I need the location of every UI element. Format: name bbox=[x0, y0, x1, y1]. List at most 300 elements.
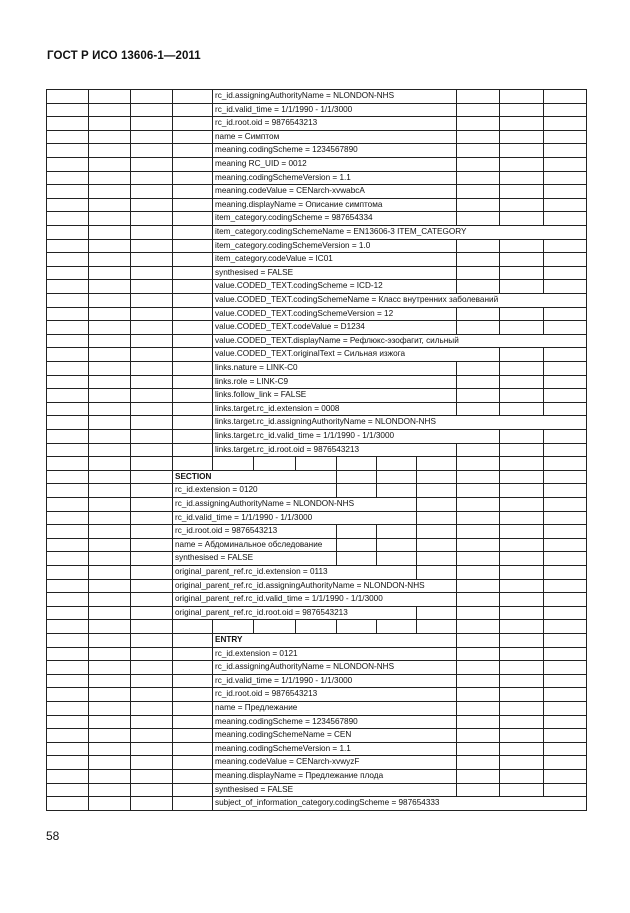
table-cell-empty bbox=[46, 511, 88, 525]
table-cell-empty bbox=[543, 511, 587, 525]
table-cell-text: meaning.codingSchemeVersion = 1.1 bbox=[212, 171, 456, 185]
table-row bbox=[46, 130, 587, 144]
table-cell-empty bbox=[88, 388, 130, 402]
table-cell-empty bbox=[456, 551, 499, 565]
table-cell-empty bbox=[543, 456, 587, 470]
table-cell-empty bbox=[46, 783, 88, 797]
table-cell-empty bbox=[543, 361, 587, 375]
table-row bbox=[46, 783, 587, 797]
table-cell-empty bbox=[46, 619, 88, 633]
table-cell-text: links.nature = LINK-C0 bbox=[212, 361, 456, 375]
table-cell-empty bbox=[499, 171, 543, 185]
table-cell-empty bbox=[172, 701, 212, 715]
table-cell-empty bbox=[46, 551, 88, 565]
table-cell-text: value.CODED_TEXT.codeValue = D1234 bbox=[212, 320, 456, 334]
table-cell-empty bbox=[130, 511, 172, 525]
table-cell-empty bbox=[456, 103, 499, 117]
table-cell-empty bbox=[543, 769, 587, 783]
table-cell-empty bbox=[212, 456, 253, 470]
table-cell-empty bbox=[456, 211, 499, 225]
table-cell-empty bbox=[499, 456, 543, 470]
table-cell-empty bbox=[46, 415, 88, 429]
table-cell-empty bbox=[499, 429, 543, 443]
table-cell-text: original_parent_ref.rc_id.root.oid = 9876543213 bbox=[172, 606, 416, 620]
table-cell-text: name = Абдоминальное обследование bbox=[172, 538, 336, 552]
table-cell-empty bbox=[130, 157, 172, 171]
table-cell-empty bbox=[456, 443, 499, 457]
table-cell-empty bbox=[456, 579, 499, 593]
table-cell-empty bbox=[130, 239, 172, 253]
table-cell-empty bbox=[130, 184, 172, 198]
table-cell-empty bbox=[46, 143, 88, 157]
table-cell-empty bbox=[130, 755, 172, 769]
table-cell-empty bbox=[88, 279, 130, 293]
table-cell-empty bbox=[456, 89, 499, 103]
table-cell-empty bbox=[456, 266, 499, 280]
table-cell-empty bbox=[88, 715, 130, 729]
table-row bbox=[46, 443, 587, 457]
table-row bbox=[46, 796, 587, 810]
table-cell-empty bbox=[499, 511, 543, 525]
table-cell-empty bbox=[46, 307, 88, 321]
table-cell-empty bbox=[543, 429, 587, 443]
table-cell-empty bbox=[46, 742, 88, 756]
table-cell-empty bbox=[172, 103, 212, 117]
table-row bbox=[46, 742, 587, 756]
table-cell-empty bbox=[172, 171, 212, 185]
table-cell-empty bbox=[543, 538, 587, 552]
table-row bbox=[46, 633, 587, 647]
table-cell-empty bbox=[130, 647, 172, 661]
table-cell-empty bbox=[543, 184, 587, 198]
table-cell-empty bbox=[499, 524, 543, 538]
table-cell-empty bbox=[499, 239, 543, 253]
table-cell-empty bbox=[88, 307, 130, 321]
table-cell-empty bbox=[46, 674, 88, 688]
table-cell-empty bbox=[456, 470, 499, 484]
table-cell-empty bbox=[130, 443, 172, 457]
table-cell-empty bbox=[456, 755, 499, 769]
table-cell-empty bbox=[456, 239, 499, 253]
table-cell-empty bbox=[130, 116, 172, 130]
table-cell-empty bbox=[336, 483, 376, 497]
table-cell-empty bbox=[130, 660, 172, 674]
table-cell-empty bbox=[499, 388, 543, 402]
table-cell-empty bbox=[88, 551, 130, 565]
table-bottom-border bbox=[46, 810, 587, 811]
table-row bbox=[46, 579, 587, 593]
table-cell-empty bbox=[499, 198, 543, 212]
table-cell-empty bbox=[172, 647, 212, 661]
table-cell-empty bbox=[172, 184, 212, 198]
table-cell-empty bbox=[456, 701, 499, 715]
table-cell-empty bbox=[172, 211, 212, 225]
document-header: ГОСТ Р ИСО 13606-1—2011 bbox=[47, 50, 201, 62]
table-cell-empty bbox=[456, 279, 499, 293]
table-row bbox=[46, 143, 587, 157]
table-row bbox=[46, 647, 587, 661]
table-cell-empty bbox=[46, 769, 88, 783]
table-cell-text: original_parent_ref.rc_id.assigningAuthorityName = NLONDON-NHS bbox=[172, 579, 456, 593]
table-row bbox=[46, 293, 587, 307]
table-cell-text: meaning.codingScheme = 1234567890 bbox=[212, 143, 456, 157]
table-cell-empty bbox=[543, 157, 587, 171]
table-row bbox=[46, 565, 587, 579]
table-cell-empty bbox=[543, 755, 587, 769]
table-cell-empty bbox=[130, 279, 172, 293]
table-row bbox=[46, 116, 587, 130]
table-cell-empty bbox=[456, 116, 499, 130]
table-cell-empty bbox=[416, 524, 456, 538]
table-cell-empty bbox=[172, 320, 212, 334]
table-cell-text: links.follow_link = FALSE bbox=[212, 388, 456, 402]
table-row bbox=[46, 184, 587, 198]
table-cell-empty bbox=[456, 565, 499, 579]
table-cell-empty bbox=[499, 307, 543, 321]
table-cell-empty bbox=[499, 715, 543, 729]
table-row bbox=[46, 388, 587, 402]
table-cell-empty bbox=[456, 497, 499, 511]
section-heading: ENTRY bbox=[212, 633, 456, 647]
table-cell-empty bbox=[499, 375, 543, 389]
table-cell-empty bbox=[172, 402, 212, 416]
table-cell-empty bbox=[88, 143, 130, 157]
table-row bbox=[46, 307, 587, 321]
table-cell-empty bbox=[88, 633, 130, 647]
table-cell-empty bbox=[499, 742, 543, 756]
table-cell-empty bbox=[46, 279, 88, 293]
table-cell-empty bbox=[253, 619, 295, 633]
table-cell-empty bbox=[88, 483, 130, 497]
table-cell-empty bbox=[88, 361, 130, 375]
table-cell-empty bbox=[456, 375, 499, 389]
table-cell-text: value.CODED_TEXT.codingScheme = ICD-12 bbox=[212, 279, 456, 293]
table-cell-empty bbox=[130, 701, 172, 715]
table-row bbox=[46, 429, 587, 443]
table-cell-empty bbox=[456, 130, 499, 144]
table-cell-text: rc_id.extension = 0120 bbox=[172, 483, 336, 497]
table-row bbox=[46, 592, 587, 606]
table-cell-empty bbox=[130, 483, 172, 497]
table-cell-empty bbox=[376, 456, 416, 470]
table-cell-empty bbox=[46, 361, 88, 375]
table-cell-empty bbox=[88, 742, 130, 756]
table-row bbox=[46, 171, 587, 185]
table-cell-empty bbox=[416, 551, 456, 565]
table-cell-empty bbox=[88, 470, 130, 484]
table-cell-text: original_parent_ref.rc_id.valid_time = 1/1/1990 - 1/1/3000 bbox=[172, 592, 456, 606]
table-cell-empty bbox=[88, 783, 130, 797]
table-cell-empty bbox=[499, 116, 543, 130]
table-cell-empty bbox=[499, 483, 543, 497]
table-cell-empty bbox=[130, 619, 172, 633]
table-cell-empty bbox=[130, 769, 172, 783]
table-cell-empty bbox=[130, 415, 172, 429]
table-cell-empty bbox=[172, 130, 212, 144]
table-cell-empty bbox=[88, 239, 130, 253]
table-cell-empty bbox=[172, 388, 212, 402]
table-cell-text: rc_id.assigningAuthorityName = NLONDON-NHS bbox=[212, 660, 456, 674]
table-cell-empty bbox=[46, 116, 88, 130]
table-cell-empty bbox=[456, 606, 499, 620]
table-row bbox=[46, 252, 587, 266]
table-cell-text: value.CODED_TEXT.displayName = Рефлюкс-эзофагит, сильный bbox=[212, 334, 587, 348]
table-cell-empty bbox=[88, 184, 130, 198]
table-cell-empty bbox=[456, 742, 499, 756]
table-cell-empty bbox=[499, 361, 543, 375]
table-cell-empty bbox=[499, 647, 543, 661]
table-row bbox=[46, 715, 587, 729]
table-cell-empty bbox=[88, 252, 130, 266]
table-cell-empty bbox=[88, 497, 130, 511]
table-cell-empty bbox=[172, 715, 212, 729]
table-cell-empty bbox=[130, 742, 172, 756]
table-cell-empty bbox=[456, 307, 499, 321]
table-cell-empty bbox=[172, 143, 212, 157]
table-row bbox=[46, 375, 587, 389]
table-cell-text: rc_id.assigningAuthorityName = NLONDON-NHS bbox=[172, 497, 416, 511]
table-cell-empty bbox=[499, 660, 543, 674]
table-cell-empty bbox=[456, 361, 499, 375]
table-cell-empty bbox=[172, 687, 212, 701]
table-cell-empty bbox=[499, 565, 543, 579]
table-cell-empty bbox=[543, 660, 587, 674]
table-cell-empty bbox=[416, 606, 456, 620]
table-cell-empty bbox=[543, 402, 587, 416]
table-cell-empty bbox=[130, 375, 172, 389]
table-cell-text: name = Предлежание bbox=[212, 701, 456, 715]
table-row bbox=[46, 211, 587, 225]
table-cell-empty bbox=[499, 402, 543, 416]
table-cell-empty bbox=[46, 565, 88, 579]
table-cell-empty bbox=[172, 769, 212, 783]
table-cell-empty bbox=[499, 769, 543, 783]
table-cell-empty bbox=[499, 320, 543, 334]
table-cell-empty bbox=[130, 592, 172, 606]
table-row bbox=[46, 728, 587, 742]
table-cell-empty bbox=[46, 239, 88, 253]
table-row bbox=[46, 511, 587, 525]
table-cell-text: links.target.rc_id.extension = 0008 bbox=[212, 402, 456, 416]
table-cell-text: item_category.codingSchemeVersion = 1.0 bbox=[212, 239, 456, 253]
table-cell-empty bbox=[543, 742, 587, 756]
table-cell-empty bbox=[130, 783, 172, 797]
table-cell-empty bbox=[88, 660, 130, 674]
table-cell-empty bbox=[543, 347, 587, 361]
table-row bbox=[46, 483, 587, 497]
table-cell-empty bbox=[543, 266, 587, 280]
table-cell-text: rc_id.valid_time = 1/1/1990 - 1/1/3000 bbox=[212, 674, 456, 688]
table-cell-empty bbox=[46, 388, 88, 402]
table-cell-empty bbox=[46, 715, 88, 729]
table-cell-empty bbox=[172, 279, 212, 293]
table-cell-text: rc_id.extension = 0121 bbox=[212, 647, 456, 661]
table-cell-empty bbox=[456, 198, 499, 212]
table-cell-empty bbox=[172, 225, 212, 239]
table-cell-empty bbox=[416, 511, 456, 525]
table-cell-empty bbox=[456, 674, 499, 688]
table-cell-empty bbox=[88, 334, 130, 348]
table-cell-empty bbox=[46, 592, 88, 606]
table-cell-empty bbox=[456, 524, 499, 538]
table-cell-empty bbox=[130, 796, 172, 810]
table-cell-empty bbox=[456, 388, 499, 402]
table-cell-empty bbox=[88, 579, 130, 593]
table-cell-empty bbox=[46, 89, 88, 103]
table-cell-empty bbox=[499, 470, 543, 484]
table-cell-text: meaning.codeValue = CENarch-xvwabcA bbox=[212, 184, 456, 198]
table-cell-empty bbox=[543, 524, 587, 538]
table-cell-empty bbox=[88, 524, 130, 538]
table-cell-text: meaning.codingSchemeVersion = 1.1 bbox=[212, 742, 456, 756]
table-cell-text: item_category.codingScheme = 987654334 bbox=[212, 211, 456, 225]
table-row bbox=[46, 198, 587, 212]
table-cell-empty bbox=[46, 157, 88, 171]
table-cell-text: links.target.rc_id.valid_time = 1/1/1990 - 1/1/3000 bbox=[212, 429, 499, 443]
table-cell-empty bbox=[130, 551, 172, 565]
table-cell-empty bbox=[172, 742, 212, 756]
table-cell-text: links.target.rc_id.assigningAuthorityName = NLONDON-NHS bbox=[212, 415, 587, 429]
table-cell-empty bbox=[172, 796, 212, 810]
table-cell-empty bbox=[88, 701, 130, 715]
table-cell-empty bbox=[130, 388, 172, 402]
table-cell-empty bbox=[172, 116, 212, 130]
table-cell-empty bbox=[456, 456, 499, 470]
table-row bbox=[46, 415, 587, 429]
table-cell-empty bbox=[130, 429, 172, 443]
table-cell-empty bbox=[46, 796, 88, 810]
table-cell-empty bbox=[88, 796, 130, 810]
table-cell-empty bbox=[172, 728, 212, 742]
table-cell-empty bbox=[499, 443, 543, 457]
table-cell-empty bbox=[130, 402, 172, 416]
table-cell-empty bbox=[543, 783, 587, 797]
table-cell-empty bbox=[376, 551, 416, 565]
table-cell-empty bbox=[172, 157, 212, 171]
table-cell-empty bbox=[46, 755, 88, 769]
table-cell-empty bbox=[543, 483, 587, 497]
table-cell-empty bbox=[543, 375, 587, 389]
table-cell-empty bbox=[130, 266, 172, 280]
table-cell-empty bbox=[543, 701, 587, 715]
table-cell-empty bbox=[172, 347, 212, 361]
table-cell-text: synthesised = FALSE bbox=[212, 266, 456, 280]
table-cell-text: value.CODED_TEXT.codingSchemeName = Класс внутренних заболеваний bbox=[212, 293, 587, 307]
table-row bbox=[46, 361, 587, 375]
table-cell-empty bbox=[376, 483, 416, 497]
table-cell-empty bbox=[88, 769, 130, 783]
table-cell-empty bbox=[88, 728, 130, 742]
table-cell-empty bbox=[499, 497, 543, 511]
table-cell-empty bbox=[130, 715, 172, 729]
table-row bbox=[46, 456, 587, 470]
table-cell-empty bbox=[46, 470, 88, 484]
table-row bbox=[46, 347, 587, 361]
table-row bbox=[46, 103, 587, 117]
table-cell-empty bbox=[456, 783, 499, 797]
table-cell-empty bbox=[172, 375, 212, 389]
table-cell-text: meaning.codeValue = CENarch-xvwyzF bbox=[212, 755, 456, 769]
table-cell-empty bbox=[172, 660, 212, 674]
table-cell-empty bbox=[130, 497, 172, 511]
table-row bbox=[46, 334, 587, 348]
table-cell-empty bbox=[46, 225, 88, 239]
table-cell-empty bbox=[499, 347, 543, 361]
table-cell-empty bbox=[543, 198, 587, 212]
table-cell-empty bbox=[46, 579, 88, 593]
table-cell-empty bbox=[172, 293, 212, 307]
table-cell-empty bbox=[499, 783, 543, 797]
table-cell-empty bbox=[130, 524, 172, 538]
table-cell-empty bbox=[88, 266, 130, 280]
table-cell-empty bbox=[88, 103, 130, 117]
table-cell-empty bbox=[130, 252, 172, 266]
table-cell-text: links.target.rc_id.root.oid = 9876543213 bbox=[212, 443, 456, 457]
table-cell-empty bbox=[172, 239, 212, 253]
table-cell-empty bbox=[46, 252, 88, 266]
table-cell-empty bbox=[88, 347, 130, 361]
table-row bbox=[46, 239, 587, 253]
table-cell-empty bbox=[253, 456, 295, 470]
table-cell-empty bbox=[130, 470, 172, 484]
table-row bbox=[46, 755, 587, 769]
table-cell-empty bbox=[46, 198, 88, 212]
table-cell-empty bbox=[295, 456, 336, 470]
table-cell-empty bbox=[456, 511, 499, 525]
table-cell-text: item_category.codingSchemeName = EN13606-3 ITEM_CATEGORY bbox=[212, 225, 587, 239]
table-row bbox=[46, 538, 587, 552]
table-row bbox=[46, 701, 587, 715]
table-cell-empty bbox=[499, 211, 543, 225]
table-cell-empty bbox=[543, 633, 587, 647]
table-cell-empty bbox=[456, 687, 499, 701]
table-cell-empty bbox=[172, 443, 212, 457]
table-cell-empty bbox=[88, 687, 130, 701]
table-cell-empty bbox=[88, 511, 130, 525]
table-right-border bbox=[586, 89, 587, 810]
table-cell-empty bbox=[130, 171, 172, 185]
table-cell-empty bbox=[88, 619, 130, 633]
section-heading: SECTION bbox=[172, 470, 336, 484]
table-cell-empty bbox=[499, 103, 543, 117]
table-cell-empty bbox=[130, 211, 172, 225]
table-cell-empty bbox=[336, 456, 376, 470]
table-cell-empty bbox=[46, 443, 88, 457]
table-cell-text: original_parent_ref.rc_id.extension = 0113 bbox=[172, 565, 416, 579]
table-cell-empty bbox=[416, 565, 456, 579]
table-cell-empty bbox=[416, 483, 456, 497]
table-cell-empty bbox=[130, 198, 172, 212]
table-cell-empty bbox=[88, 320, 130, 334]
table-cell-empty bbox=[46, 687, 88, 701]
table-cell-empty bbox=[172, 361, 212, 375]
table-cell-empty bbox=[376, 538, 416, 552]
table-cell-empty bbox=[172, 429, 212, 443]
table-row bbox=[46, 157, 587, 171]
table-cell-empty bbox=[88, 89, 130, 103]
table-cell-text: rc_id.root.oid = 9876543213 bbox=[212, 116, 456, 130]
table-cell-empty bbox=[88, 538, 130, 552]
table-cell-empty bbox=[456, 252, 499, 266]
table-cell-empty bbox=[88, 211, 130, 225]
table-cell-empty bbox=[88, 293, 130, 307]
table-cell-empty bbox=[499, 143, 543, 157]
table-cell-empty bbox=[376, 470, 416, 484]
table-cell-empty bbox=[543, 239, 587, 253]
table-cell-empty bbox=[46, 456, 88, 470]
table-cell-empty bbox=[456, 592, 499, 606]
table-cell-empty bbox=[336, 470, 376, 484]
